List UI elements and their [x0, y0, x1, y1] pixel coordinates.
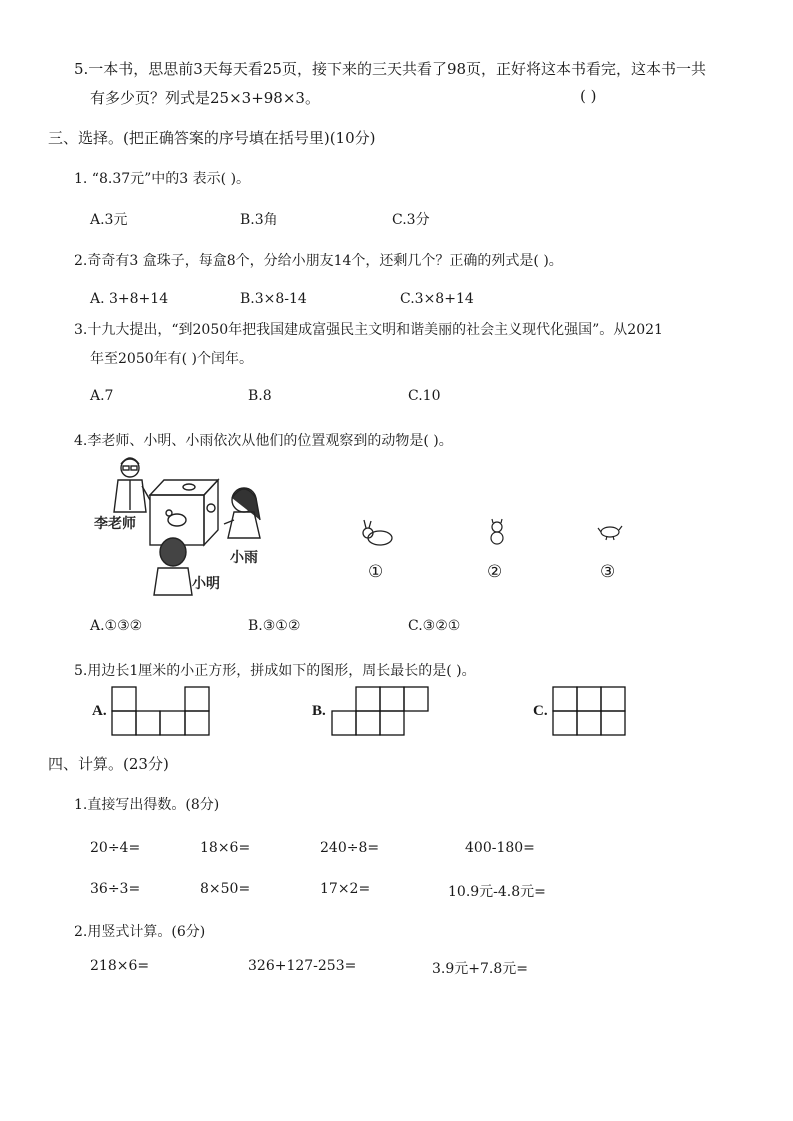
choice-q4-option-a[interactable]: A.①③② — [90, 618, 143, 634]
xiaoming-figure — [154, 538, 192, 595]
vertical-calc-item: 326+127-253= — [248, 958, 357, 974]
choice-q3-option-a[interactable]: A.7 — [90, 388, 114, 404]
choice-q4-option-c[interactable]: C.③②① — [408, 618, 461, 634]
calc-item: 240÷8= — [320, 840, 380, 856]
calc-item: 400-180= — [465, 840, 535, 856]
choice-q3-option-b[interactable]: B.8 — [248, 388, 272, 404]
calc-item: 17×2= — [320, 881, 371, 897]
section-4-heading: 四、计算。(23分) — [48, 755, 169, 773]
calc-item: 36÷3= — [90, 881, 141, 897]
xiaoming-label: 小明 — [192, 576, 220, 592]
choice-q4-option-b[interactable]: B.③①② — [248, 618, 301, 634]
choice-q2-option-a[interactable]: A. 3+8+14 — [90, 291, 169, 307]
calc-part2-title: 2.用竖式计算。(6分) — [74, 924, 206, 940]
figure-a-squares — [111, 686, 211, 736]
vertical-calc-item: 218×6= — [90, 958, 150, 974]
calc-item: 20÷4= — [90, 840, 141, 856]
figure-b-squares — [331, 686, 433, 736]
choice-q3-line2: 年至2050年有( )个闰年。 — [90, 351, 254, 367]
vertical-calc-item: 3.9元+7.8元= — [432, 961, 528, 977]
choice-q1-option-c[interactable]: C.3分 — [392, 212, 430, 228]
choice-q1-option-b[interactable]: B.3角 — [240, 212, 278, 228]
choice-q1-option-a[interactable]: A.3元 — [90, 212, 128, 228]
rabbit-back-view-icon — [486, 518, 508, 546]
choice-q2-option-b[interactable]: B.3×8-14 — [240, 291, 307, 307]
view-number-1: ① — [368, 562, 384, 582]
calc-part1-title: 1.直接写出得数。(8分) — [74, 797, 220, 813]
figure-c-label: C. — [533, 703, 548, 719]
choice-q1-stem: 1. “8.37元”中的3 表示( )。 — [74, 171, 251, 187]
choice-q3-option-c[interactable]: C.10 — [408, 388, 441, 404]
choice-q5-stem: 5.用边长1厘米的小正方形，拼成如下的图形，周长最长的是( )。 — [74, 663, 476, 679]
judge-q5-line1: 5.一本书，思思前3天每天看25页，接下来的三天共看了98页，正好将这本书看完，这本书一共 — [74, 60, 707, 78]
judge-q5-line2: 有多少页？列式是25×3+98×3。 — [90, 89, 320, 107]
section-3-heading: 三、选择。(把正确答案的序号填在括号里)(10分) — [48, 129, 376, 147]
choice-q3-line1: 3.十九大提出，“到2050年把我国建成富强民主文明和谐美丽的社会主义现代化强国”。从2021 — [74, 322, 663, 338]
teacher-figure — [114, 458, 150, 512]
view-number-3: ③ — [600, 562, 616, 582]
view-number-2: ② — [487, 562, 503, 582]
choice-q2-option-c[interactable]: C.3×8+14 — [400, 291, 474, 307]
xiaoyu-label: 小雨 — [230, 550, 258, 566]
rabbit-side-view-icon — [358, 518, 398, 548]
figure-a-label: A. — [92, 703, 107, 719]
teacher-label: 李老师 — [94, 516, 136, 532]
figure-b-label: B. — [312, 703, 326, 719]
cube-figure — [150, 480, 218, 545]
observation-scene-figure — [88, 450, 288, 600]
figure-c-squares — [552, 686, 628, 736]
choice-q2-stem: 2.奇奇有3 盒珠子，每盒8个，分给小朋友14个，还剩几个？正确的列式是( )。 — [74, 253, 563, 269]
judge-q5-answer-paren[interactable]: ( ) — [580, 87, 597, 105]
calc-item: 18×6= — [200, 840, 251, 856]
rabbit-top-view-icon — [597, 520, 623, 542]
choice-q4-stem: 4.李老师、小明、小雨依次从他们的位置观察到的动物是( )。 — [74, 433, 453, 449]
xiaoyu-figure — [224, 488, 260, 538]
calc-item: 10.9元-4.8元= — [448, 884, 546, 900]
calc-item: 8×50= — [200, 881, 251, 897]
